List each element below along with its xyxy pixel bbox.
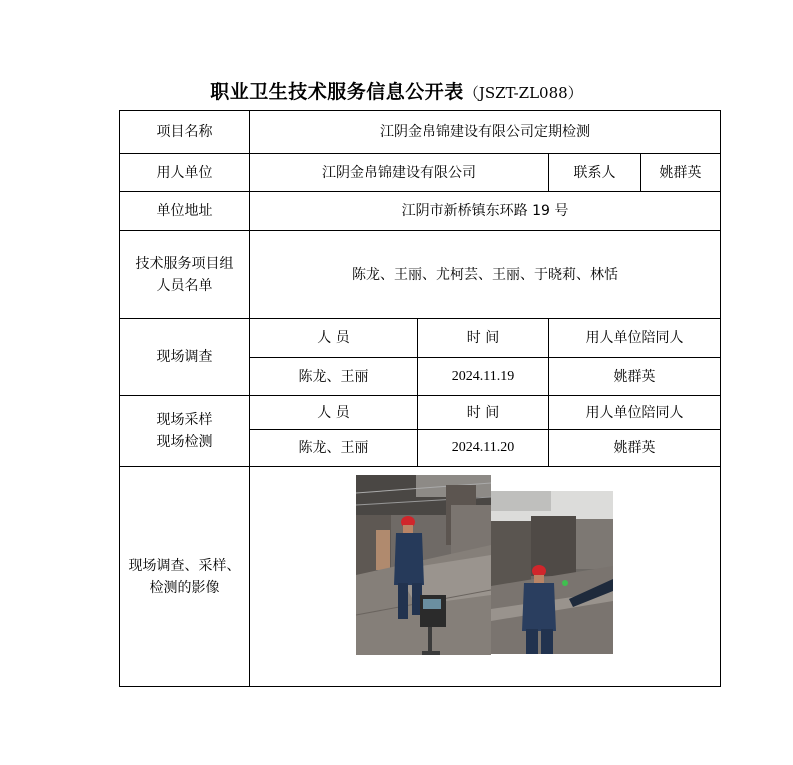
survey-col-time: 时 间	[418, 319, 549, 358]
survey-escort: 姚群英	[549, 358, 721, 396]
images-label-line1: 现场调查、采样、	[128, 557, 241, 574]
contact-value: 姚群英	[641, 154, 721, 192]
team-label-line1: 技术服务项目组	[135, 255, 234, 272]
sampling-escort: 姚群英	[549, 430, 721, 467]
address-label: 单位地址	[120, 192, 250, 231]
row-images	[120, 467, 721, 687]
sampling-col-people: 人 员	[250, 396, 418, 430]
row-employer	[120, 154, 721, 192]
project-name-label: 项目名称	[120, 111, 250, 154]
page-title	[0, 77, 793, 104]
sampling-col-time: 时 间	[418, 396, 549, 430]
row-survey-header	[120, 319, 721, 358]
survey-label: 现场调查	[120, 319, 250, 396]
team-label	[120, 231, 250, 319]
survey-col-people: 人 员	[250, 319, 418, 358]
employer-value: 江阴金帛锦建设有限公司	[250, 154, 549, 192]
row-team	[120, 231, 721, 319]
row-sampling-header	[120, 396, 721, 430]
images-label	[120, 467, 250, 687]
team-label-line2: 人员名单	[156, 277, 213, 294]
form-code: （JSZT-ZL088）	[463, 84, 583, 102]
site-photo-survey	[356, 475, 491, 655]
address-value: 江阴市新桥镇东环路 19 号	[250, 192, 721, 231]
survey-col-escort: 用人单位陪同人	[549, 319, 721, 358]
row-project-name	[120, 111, 721, 154]
survey-time: 2024.11.19	[418, 358, 549, 396]
sampling-label-line1: 现场采样	[156, 412, 213, 428]
sampling-col-escort: 用人单位陪同人	[549, 396, 721, 430]
sampling-time: 2024.11.20	[418, 430, 549, 467]
title-text: 职业卫生技术服务信息公开表	[210, 81, 464, 103]
sampling-people: 陈龙、王丽	[250, 430, 418, 467]
photo-gallery	[250, 467, 720, 686]
sampling-label	[120, 396, 250, 467]
employer-label: 用人单位	[120, 154, 250, 192]
images-cell	[250, 467, 721, 687]
project-name-value: 江阴金帛锦建设有限公司定期检测	[250, 111, 721, 154]
team-value: 陈龙、王丽、尤柯芸、王丽、于晓莉、林恬	[250, 231, 721, 319]
row-address	[120, 192, 721, 231]
images-label-line2: 检测的影像	[149, 579, 220, 596]
sampling-label-line2: 现场检测	[156, 434, 213, 450]
info-table	[119, 110, 721, 687]
survey-people: 陈龙、王丽	[250, 358, 418, 396]
contact-label: 联系人	[549, 154, 641, 192]
site-photo-sampling	[491, 491, 613, 654]
